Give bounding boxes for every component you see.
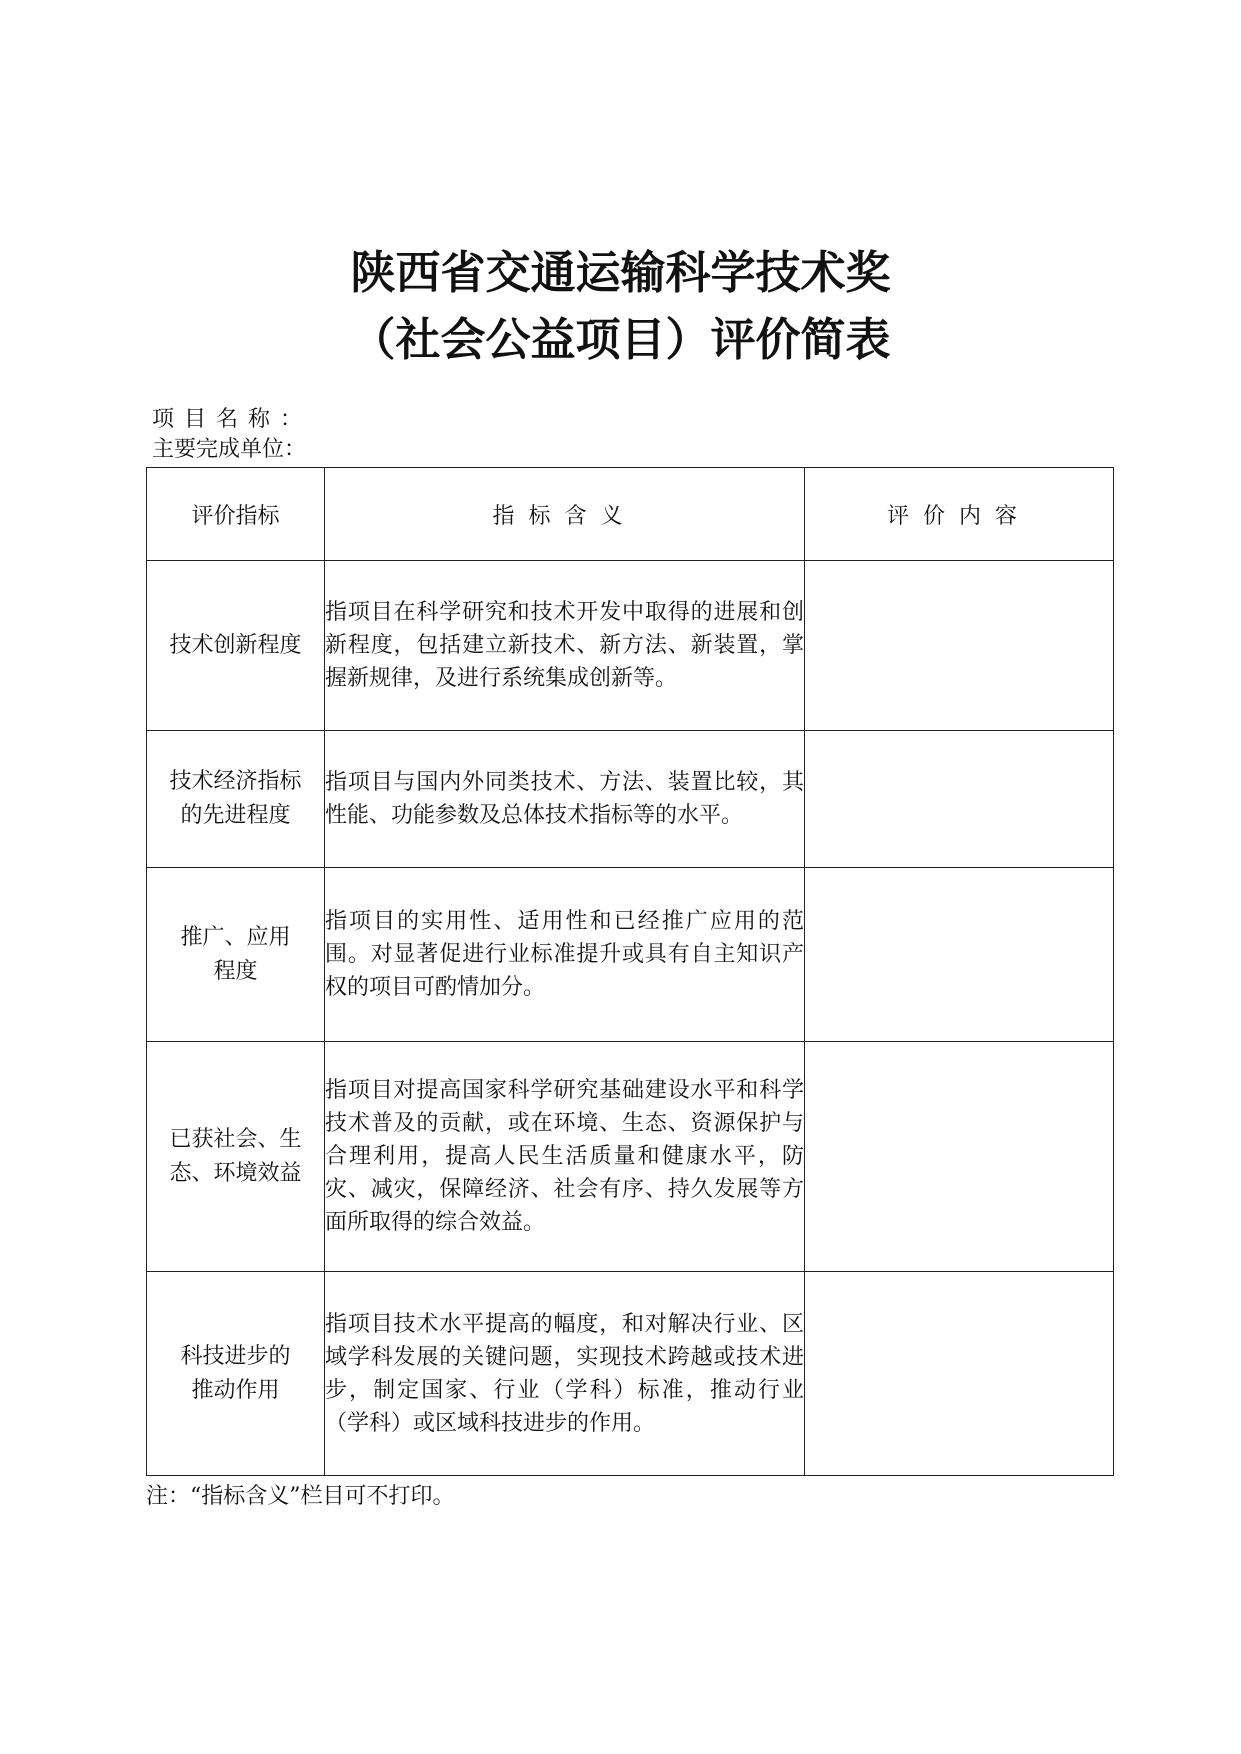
indicator-line: 程度: [213, 958, 258, 984]
indicator-line: 科技进步的: [180, 1343, 291, 1369]
evaluation-cell[interactable]: [805, 1272, 1114, 1476]
header-meaning: 指标含义: [325, 468, 805, 561]
meaning-cell: 指项目与国内外同类技术、方法、装置比较，其性能、功能参数及总体技术指标等的水平。: [325, 731, 805, 868]
indicator-cell: [147, 1272, 325, 1476]
meaning-cell: 指项目在科学研究和技术开发中取得的进展和创新程度，包括建立新技术、新方法、新装置，掌握新规律，及进行系统集成创新等。: [325, 561, 805, 731]
evaluation-cell[interactable]: [805, 1042, 1114, 1272]
evaluation-cell[interactable]: [805, 868, 1114, 1042]
evaluation-cell[interactable]: [805, 561, 1114, 731]
indicator-line: 技术经济指标: [169, 769, 302, 794]
evaluation-table: [146, 467, 1114, 1476]
meaning-cell: 指项目的实用性、适用性和已经推广应用的范围。对显著促进行业标准提升或具有自主知识产权的项目可酌情加分。: [325, 868, 805, 1042]
footnote: 注：“指标含义”栏目可不打印。: [146, 1484, 455, 1509]
indicator-cell: [147, 561, 325, 731]
indicator-cell: [147, 731, 325, 868]
indicator-line: 推动作用: [191, 1377, 280, 1403]
indicator-cell: [147, 868, 325, 1042]
indicator-line: 技术创新程度: [169, 632, 302, 658]
indicator-cell: [147, 1042, 325, 1272]
table-row: [147, 561, 1114, 731]
main-unit-label: 主要完成单位：: [152, 437, 307, 462]
table-row: [147, 1042, 1114, 1272]
header-evaluation: 评价内容: [805, 468, 1114, 561]
meaning-cell: 指项目技术水平提高的幅度，和对解决行业、区域学科发展的关键问题，实现技术跨越或技术进步，制定国家、行业（学科）标准，推动行业（学科）或区域科技进步的作用。: [325, 1272, 805, 1476]
project-name-label: 项目名称：: [152, 407, 313, 432]
page-subtitle: （社会公益项目）评价简表: [350, 313, 891, 366]
table-row: [147, 731, 1114, 868]
table-header-row: [147, 468, 1114, 561]
table-row: [147, 1272, 1114, 1476]
meaning-cell: 指项目对提高国家科学研究基础建设水平和科学技术普及的贡献，或在环境、生态、资源保护与合理利用，提高人民生活质量和健康水平，防灾、减灾，保障经济、社会有序、持久发展等方面所取得的综合效益。: [325, 1042, 805, 1272]
table-row: [147, 868, 1114, 1042]
evaluation-cell[interactable]: [805, 731, 1114, 868]
header-indicator: 评价指标: [147, 468, 325, 561]
page-title: 陕西省交通运输科学技术奖: [350, 246, 891, 299]
indicator-line: 推广、应用: [180, 924, 291, 950]
indicator-line: 的先进程度: [180, 803, 291, 828]
indicator-line: 态、环境效益: [169, 1160, 302, 1186]
indicator-line: 已获社会、生: [169, 1126, 302, 1152]
